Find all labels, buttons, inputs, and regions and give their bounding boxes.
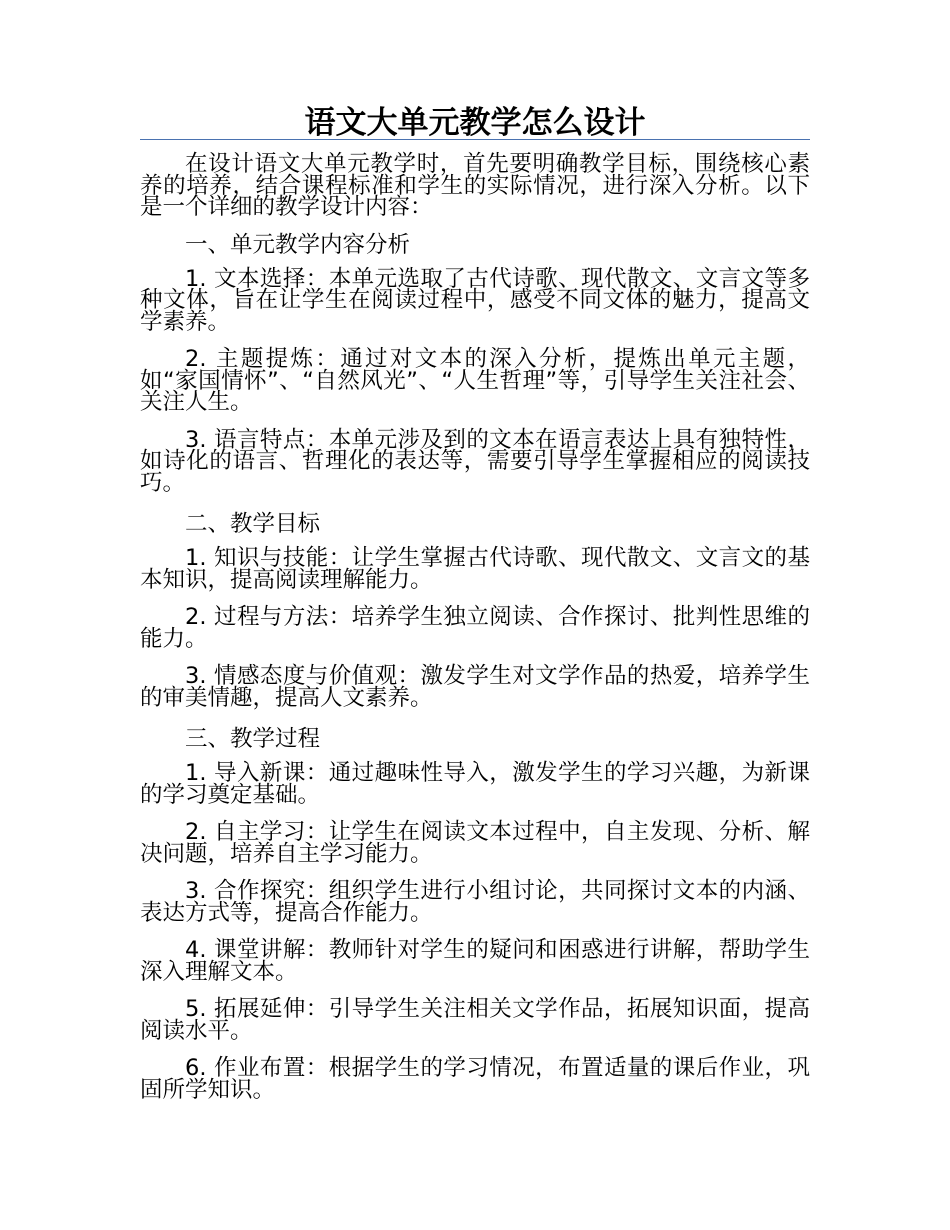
list-item: 2. 主题提炼：通过对文本的深入分析，提炼出单元主题，如“家国情怀”、“自然风光”、“人生哲理”等，引导学生关注社会、关注人生。 <box>140 346 810 415</box>
list-item: 3. 合作探究：组织学生进行小组讨论，共同探讨文本的内涵、表达方式等，提高合作能力。 <box>140 878 810 926</box>
list-item: 5. 拓展延伸：引导学生关注相关文学作品，拓展知识面，提高阅读水平。 <box>140 996 810 1044</box>
list-item: 1. 导入新课：通过趣味性导入，激发学生的学习兴趣，为新课的学习奠定基础。 <box>140 760 810 808</box>
list-item: 4. 课堂讲解：教师针对学生的疑问和困惑进行讲解，帮助学生深入理解文本。 <box>140 937 810 985</box>
title-underline <box>140 139 810 140</box>
document-title: 语文大单元教学怎么设计 <box>304 105 646 141</box>
section-heading-teaching-process: 三、教学过程 <box>185 726 321 752</box>
section-heading-content-analysis: 一、单元教学内容分析 <box>185 231 411 258</box>
list-item: 2. 自主学习：让学生在阅读文本过程中，自主发现、分析、解决问题，培养自主学习能力。 <box>140 819 810 867</box>
list-item: 1. 知识与技能：让学生掌握古代诗歌、现代散文、文言文的基本知识，提高阅读理解能力。 <box>140 545 810 593</box>
list-item: 3. 语言特点：本单元涉及到的文本在语言表达上具有独特性，如诗化的语言、哲理化的表达等，需要引导学生掌握相应的阅读技巧。 <box>140 426 810 496</box>
list-item: 2. 过程与方法：培养学生独立阅读、合作探讨、批判性思维的能力。 <box>140 604 810 652</box>
list-item: 1. 文本选择：本单元选取了古代诗歌、现代散文、文言文等多种文体，旨在让学生在阅读过程中，感受不同文体的魅力，提高文学素养。 <box>140 265 810 335</box>
list-item: 6. 作业布置：根据学生的学习情况，布置适量的课后作业，巩固所学知识。 <box>140 1055 810 1103</box>
intro-paragraph: 在设计语文大单元教学时，首先要明确教学目标，围绕核心素养的培养，结合课程标准和学生的实际情况，进行深入分析。以下是一个详细的教学设计内容： <box>140 151 810 220</box>
document-body <box>140 151 810 1117</box>
section-heading-teaching-goals: 二、教学目标 <box>185 511 321 537</box>
list-item: 3. 情感态度与价值观：激发学生对文学作品的热爱，培养学生的审美情趣，提高人文素养。 <box>140 663 810 711</box>
